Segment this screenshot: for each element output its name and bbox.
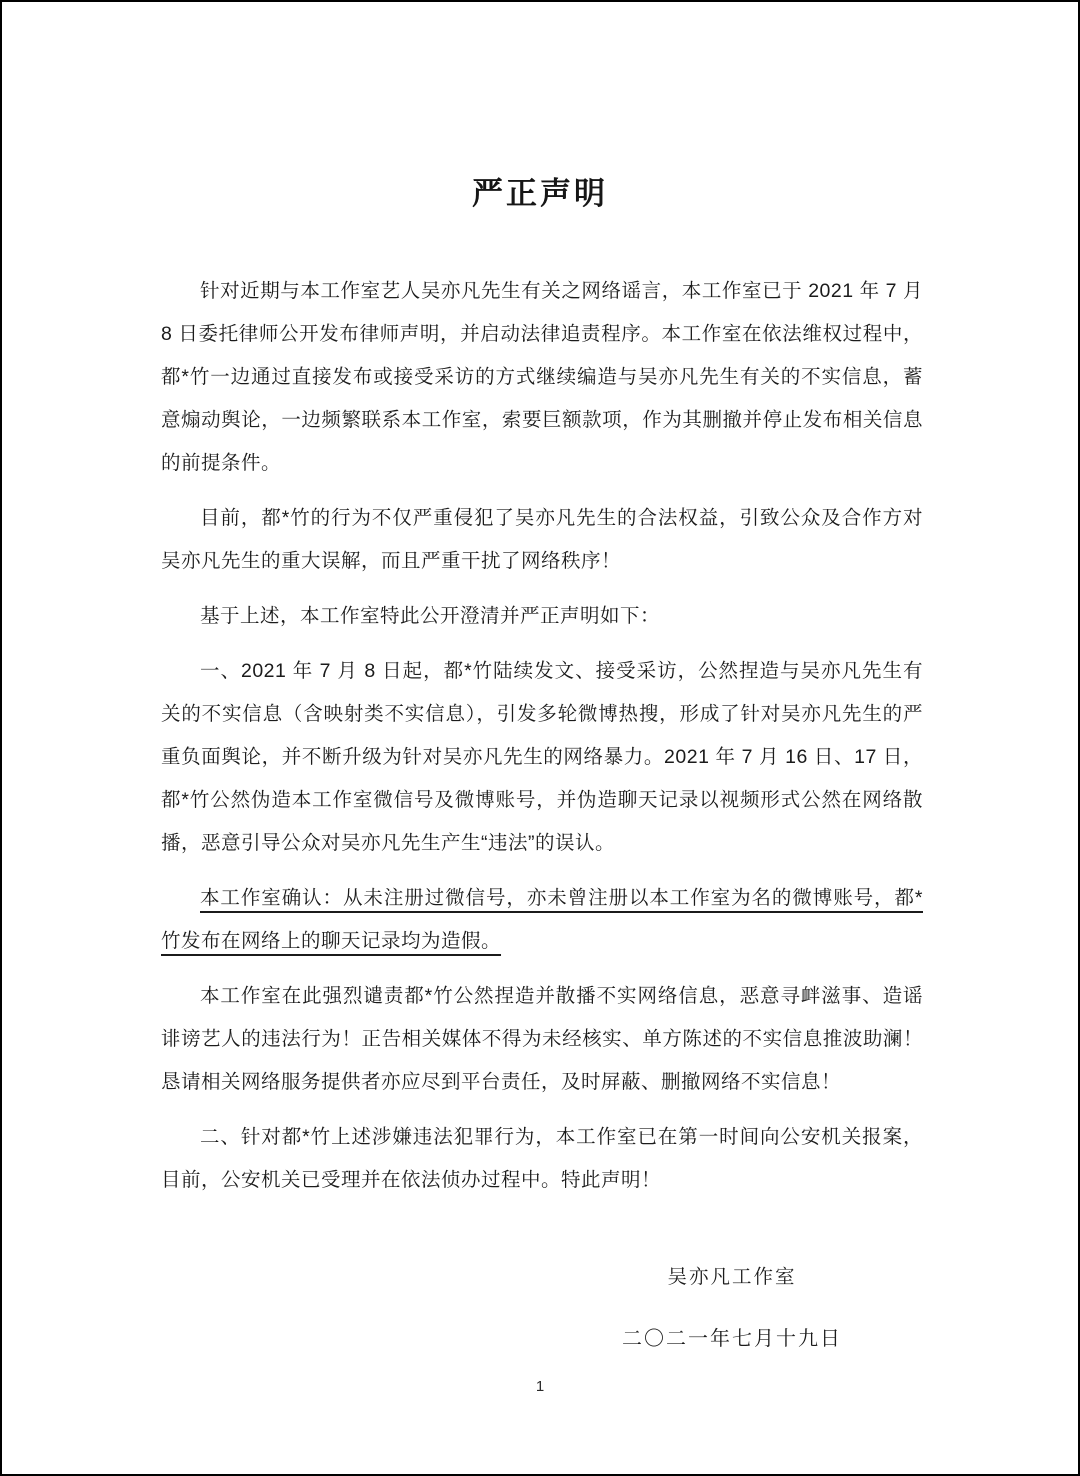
paragraph-item-one: 一、2021 年 7 月 8 日起，都*竹陆续发文、接受采访，公然捏造与吴亦凡先生有关的不实信息（含映射类不实信息），引发多轮微博热搜，形成了针对吴亦凡先生的严重负面舆论，并不断升级为针对吴亦凡先生的网络暴力。2021 年 7 月 16 日、17 日，都*竹公然伪造本工作室微信号及微博账号，并伪造聊天记录以视频形式公然在网络散播，恶意引导公众对吴亦凡先生产生“违法”的误认。 (161, 660, 923, 854)
document-title: 严正声明 (472, 176, 608, 211)
paragraph-condemnation: 本工作室在此强烈谴责都*竹公然捏造并散播不实网络信息，恶意寻衅滋事、造谣诽谤艺人的违法行为！正告相关媒体不得为未经核实、单方陈述的不实信息推波助澜！恳请相关网络服务提供者亦应尽到平台责任，及时屏蔽、删撤网络不实信息！ (161, 985, 923, 1093)
paragraph-intro: 针对近期与本工作室艺人吴亦凡先生有关之网络谣言，本工作室已于 2021 年 7 月 8 日委托律师公开发布律师声明，并启动法律追责程序。本工作室在依法维权过程中，都*竹一边通过直接发布或接受采访的方式继续编造与吴亦凡先生有关的不实信息，蓄意煽动舆论，一边频繁联系本工作室，索要巨额款项，作为其删撤并停止发布相关信息的前提条件。 (161, 280, 923, 474)
signature-date: 二〇二一年七月十九日 (622, 1328, 842, 1350)
page-number: 1 (535, 1378, 545, 1395)
signature-studio-name: 吴亦凡工作室 (667, 1266, 797, 1288)
paragraph-confirmation-underlined: 本工作室确认：从未注册过微信号，亦未曾注册以本工作室为名的微博账号，都*竹发布在网络上的聊天记录均为造假。 (161, 887, 923, 952)
document-body (2, 270, 1078, 1202)
paragraph-impact: 目前，都*竹的行为不仅严重侵犯了吴亦凡先生的合法权益，引致公众及合作方对吴亦凡先生的重大误解，而且严重干扰了网络秩序！ (161, 507, 923, 572)
paragraph-item-two: 二、针对都*竹上述涉嫌违法犯罪行为，本工作室已在第一时间向公安机关报案，目前，公安机关已受理并在依法侦办过程中。特此声明！ (161, 1126, 923, 1191)
paragraph-declaration-lead: 基于上述，本工作室特此公开澄清并严正声明如下： (200, 605, 661, 627)
signature-block (2, 1264, 1078, 1352)
